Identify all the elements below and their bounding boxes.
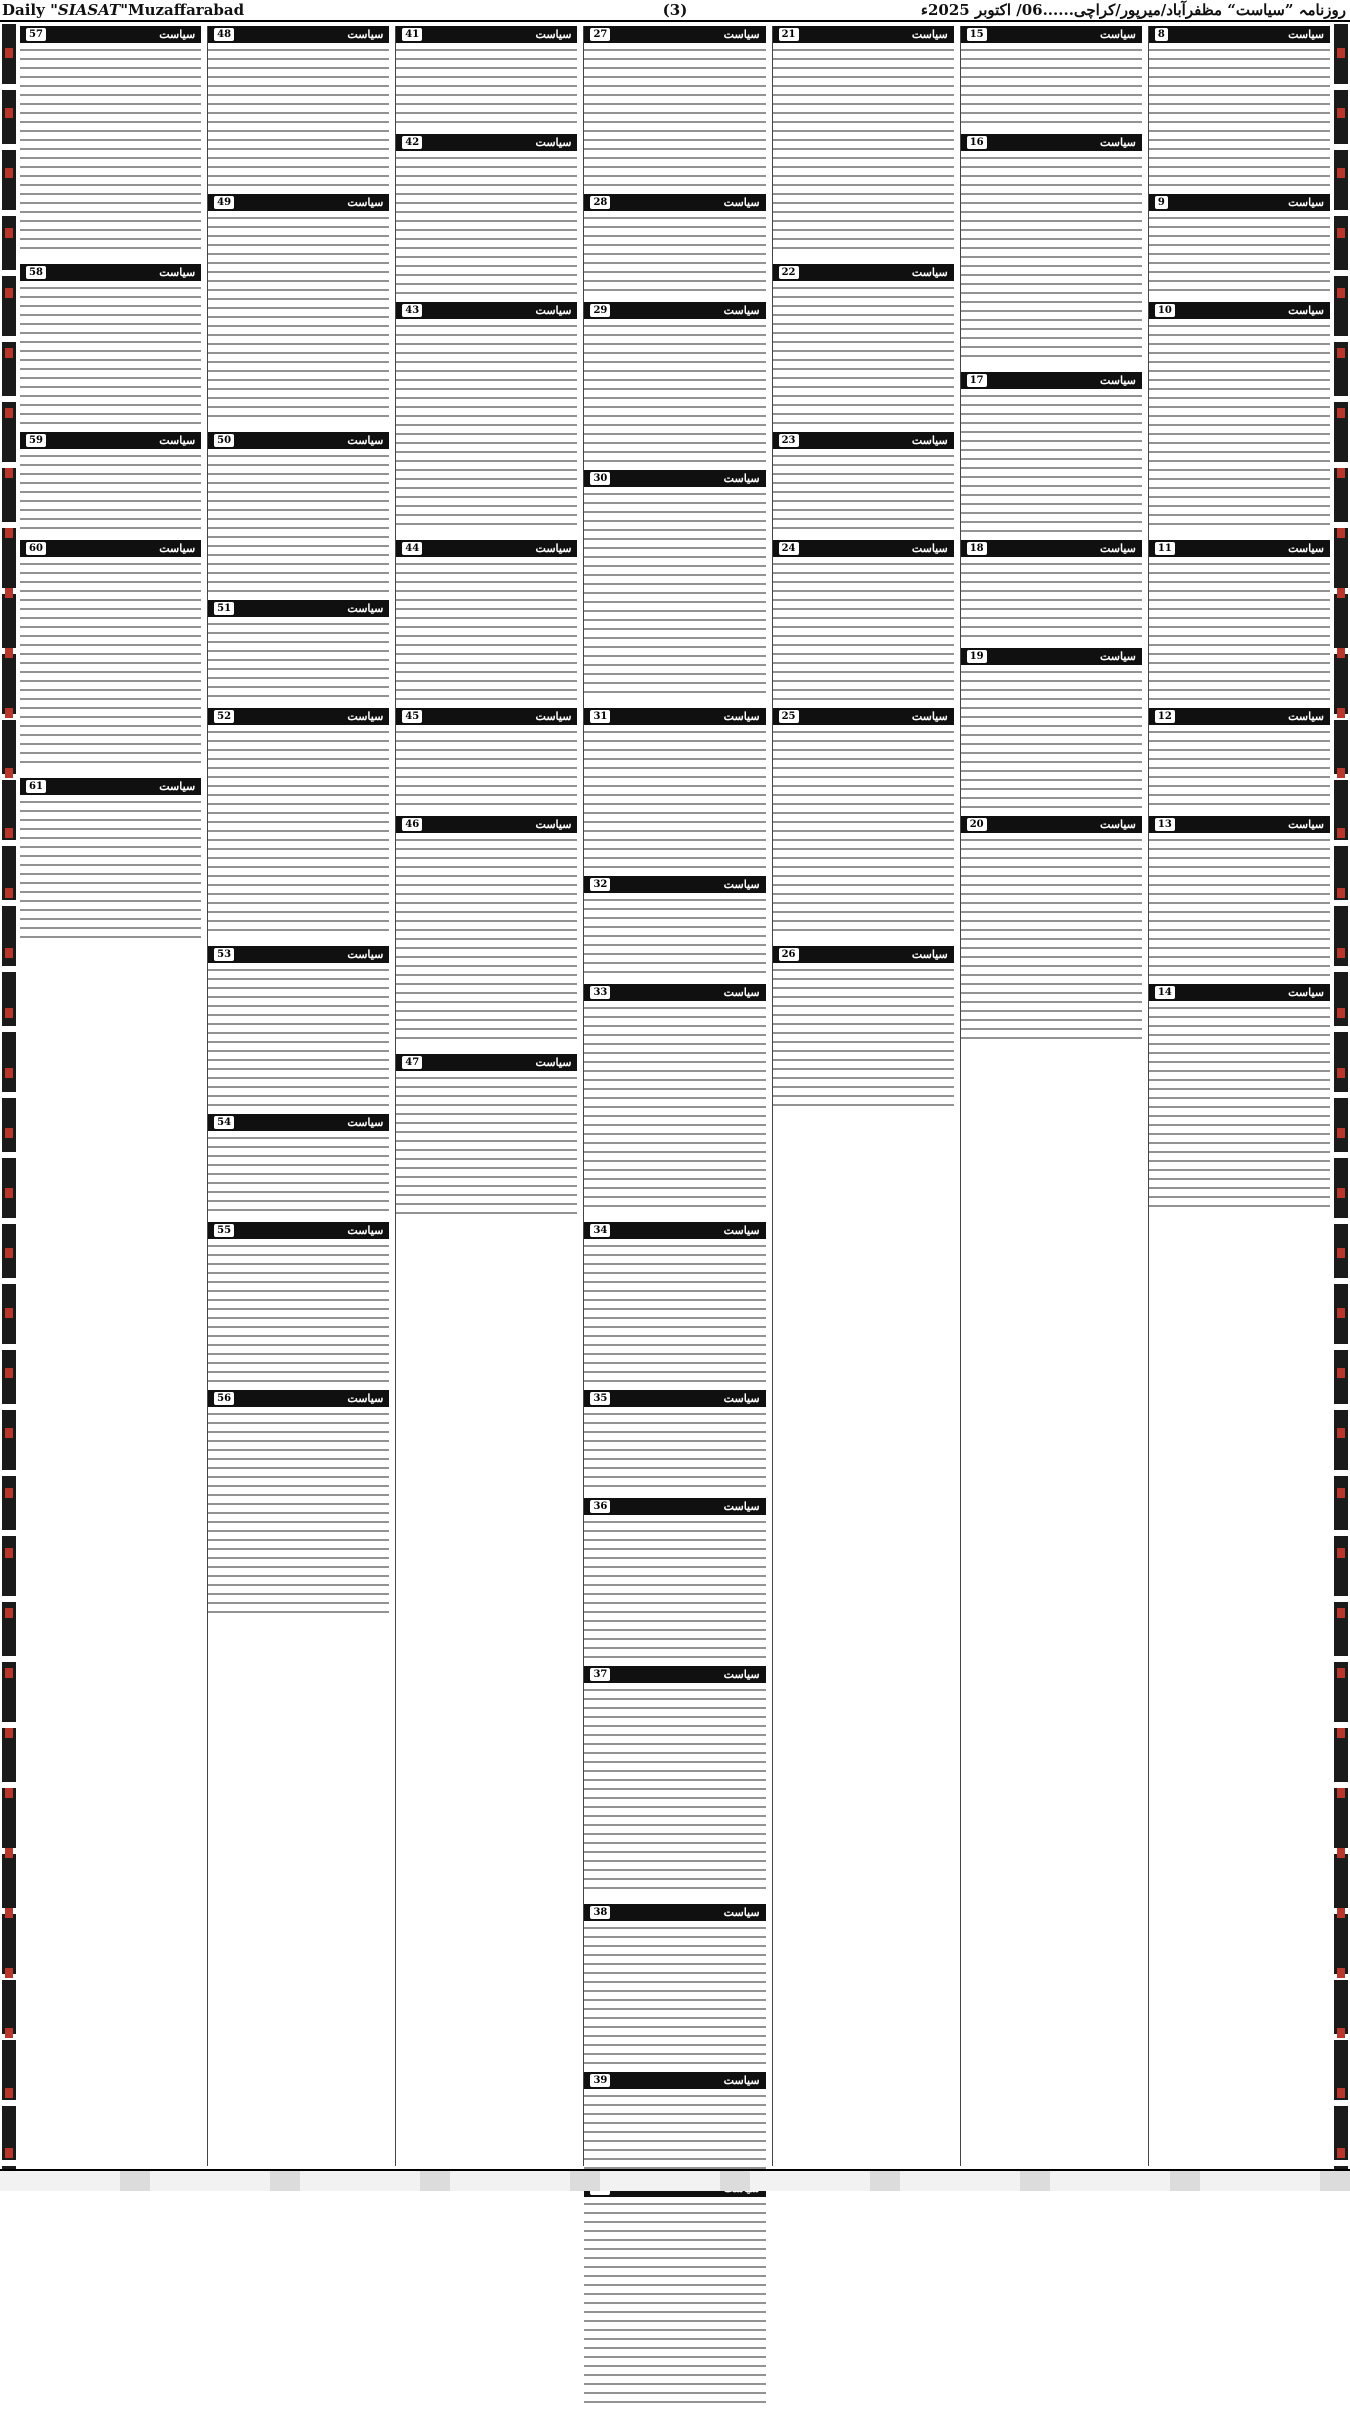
item-text-block [961, 560, 1142, 640]
news-column [772, 26, 954, 2166]
item-text-block [396, 46, 577, 126]
item-header-bar [773, 432, 954, 449]
item-header-bar [20, 778, 201, 795]
item-text-block [208, 46, 389, 186]
item-text-block [773, 284, 954, 424]
section-label: سیاست [723, 710, 760, 723]
news-item [961, 540, 1142, 640]
section-label: سیاست [535, 28, 572, 41]
news-item [208, 1390, 389, 1620]
news-item [396, 816, 577, 1046]
item-text-block [961, 46, 1142, 126]
item-header-bar [208, 26, 389, 43]
item-text-block [208, 214, 389, 424]
news-column [207, 26, 389, 2166]
item-text-block [961, 154, 1142, 364]
item-text-block [1149, 728, 1330, 808]
item-header-bar [1149, 984, 1330, 1001]
item-text-block [20, 46, 201, 256]
item-text-block [773, 966, 954, 1106]
item-number: 50 [214, 434, 234, 447]
item-header-bar [1149, 302, 1330, 319]
item-header-bar [584, 470, 765, 487]
item-text-block [584, 728, 765, 868]
section-label: سیاست [1288, 818, 1324, 831]
section-label: سیاست [1288, 304, 1324, 317]
section-label: سیاست [347, 1224, 384, 1237]
section-label: سیاست [347, 1392, 384, 1405]
item-number: 16 [967, 136, 987, 149]
news-column [20, 26, 201, 2166]
item-number: 54 [214, 1116, 234, 1129]
page-number: (3) [662, 1, 688, 19]
news-item [584, 470, 765, 700]
item-header-bar [584, 302, 765, 319]
item-number: 46 [402, 818, 422, 831]
news-item [773, 26, 954, 256]
section-label: سیاست [159, 28, 196, 41]
item-number: 18 [967, 542, 987, 555]
item-text-block [584, 322, 765, 462]
item-text-block [1149, 214, 1330, 294]
section-label: سیاست [535, 136, 572, 149]
section-label: سیاست [723, 196, 760, 209]
item-number: 27 [590, 28, 610, 41]
item-number: 53 [214, 948, 234, 961]
item-number: 47 [402, 1056, 422, 1069]
item-text-block [773, 560, 954, 700]
item-number: 28 [590, 196, 610, 209]
item-header-bar [584, 1498, 765, 1515]
item-text-block [584, 1924, 765, 2064]
item-header-bar [773, 264, 954, 281]
item-header-bar [584, 984, 765, 1001]
item-number: 13 [1155, 818, 1175, 831]
item-text-block [208, 966, 389, 1106]
item-header-bar [1149, 540, 1330, 557]
item-header-bar [584, 2072, 765, 2089]
section-label: سیاست [535, 304, 572, 317]
news-item [1149, 194, 1330, 294]
item-number: 34 [590, 1224, 610, 1237]
item-number: 60 [26, 542, 46, 555]
item-text-block [961, 668, 1142, 808]
section-label: سیاست [723, 28, 760, 41]
item-header-bar [396, 708, 577, 725]
item-header-bar [20, 26, 201, 43]
item-text-block [584, 1242, 765, 1382]
item-header-bar [208, 1390, 389, 1407]
section-label: سیاست [1099, 650, 1136, 663]
section-label: سیاست [347, 28, 384, 41]
section-label: سیاست [723, 1224, 760, 1237]
item-text-block [1149, 322, 1330, 532]
section-label: سیاست [1099, 136, 1136, 149]
section-label: سیاست [1099, 542, 1136, 555]
item-number: 41 [402, 28, 422, 41]
news-item [773, 432, 954, 532]
item-number: 42 [402, 136, 422, 149]
section-label: سیاست [723, 304, 760, 317]
news-item [396, 540, 577, 700]
news-item [1149, 540, 1330, 700]
news-item [1149, 708, 1330, 808]
masthead-brand: "SIASAT" [50, 1, 129, 19]
item-number: 56 [214, 1392, 234, 1405]
news-item [773, 264, 954, 424]
section-label: سیاست [723, 1500, 760, 1513]
news-item [20, 26, 201, 256]
item-header-bar [584, 1390, 765, 1407]
section-label: سیاست [159, 542, 196, 555]
item-header-bar [961, 648, 1142, 665]
section-label: سیاست [1099, 374, 1136, 387]
footer-strip [0, 2169, 1350, 2191]
item-number: 12 [1155, 710, 1175, 723]
section-label: سیاست [723, 2074, 760, 2087]
item-text-block [773, 452, 954, 532]
item-header-bar [20, 432, 201, 449]
item-text-block [396, 322, 577, 532]
news-item [396, 134, 577, 294]
masthead-left [2, 0, 244, 20]
item-text-block [584, 214, 765, 294]
news-item [584, 1222, 765, 1382]
news-item [396, 1054, 577, 1214]
item-text-block [20, 452, 201, 532]
item-number: 21 [779, 28, 799, 41]
news-item [961, 816, 1142, 1046]
section-label: سیاست [723, 986, 760, 999]
item-text-block [584, 1410, 765, 1490]
item-number: 59 [26, 434, 46, 447]
news-item [208, 1114, 389, 1214]
item-number: 22 [779, 266, 799, 279]
item-text-block [396, 1074, 577, 1214]
item-number: 57 [26, 28, 46, 41]
news-item [1149, 984, 1330, 1214]
item-header-bar [584, 26, 765, 43]
section-label: سیاست [911, 542, 948, 555]
news-column [960, 26, 1142, 2166]
item-text-block [1149, 560, 1330, 700]
item-header-bar [773, 540, 954, 557]
item-text-block [773, 728, 954, 938]
item-header-bar [773, 946, 954, 963]
item-header-bar [208, 708, 389, 725]
news-column [583, 26, 765, 2166]
section-label: سیاست [347, 434, 384, 447]
news-item [584, 1666, 765, 1896]
item-text-block [208, 1134, 389, 1214]
news-columns [20, 26, 1330, 2166]
masthead [0, 0, 1350, 22]
section-label: سیاست [535, 542, 572, 555]
item-number: 58 [26, 266, 46, 279]
item-number: 26 [779, 948, 799, 961]
item-number: 35 [590, 1392, 610, 1405]
section-label: سیاست [911, 434, 948, 447]
news-column [395, 26, 577, 2166]
item-number: 55 [214, 1224, 234, 1237]
item-header-bar [396, 816, 577, 833]
item-number: 52 [214, 710, 234, 723]
news-item [208, 1222, 389, 1382]
item-text-block [584, 46, 765, 186]
item-number: 61 [26, 780, 46, 793]
item-text-block [961, 836, 1142, 1046]
item-text-block [584, 490, 765, 700]
item-header-bar [1149, 816, 1330, 833]
section-label: سیاست [1099, 28, 1136, 41]
news-item [584, 26, 765, 186]
item-header-bar [208, 1222, 389, 1239]
section-label: سیاست [723, 472, 760, 485]
news-item [20, 778, 201, 938]
item-header-bar [961, 372, 1142, 389]
item-header-bar [584, 1222, 765, 1239]
section-label: سیاست [535, 710, 572, 723]
news-item [20, 540, 201, 770]
news-item [584, 2180, 765, 2410]
item-text-block [208, 620, 389, 700]
item-number: 25 [779, 710, 799, 723]
section-label: سیاست [159, 434, 196, 447]
item-number: 45 [402, 710, 422, 723]
item-text-block [20, 560, 201, 770]
item-number: 33 [590, 986, 610, 999]
item-text-block [584, 1686, 765, 1896]
news-item [584, 2072, 765, 2172]
section-label: سیاست [159, 266, 196, 279]
news-item [584, 1390, 765, 1490]
item-number: 36 [590, 1500, 610, 1513]
item-number: 29 [590, 304, 610, 317]
item-text-block [396, 728, 577, 808]
item-text-block [773, 46, 954, 256]
news-item [584, 708, 765, 868]
item-header-bar [1149, 26, 1330, 43]
news-item [773, 946, 954, 1106]
news-item [584, 876, 765, 976]
item-number: 9 [1155, 196, 1168, 209]
news-item [584, 302, 765, 462]
news-item [396, 302, 577, 532]
news-item [584, 984, 765, 1214]
item-header-bar [396, 26, 577, 43]
right-border-strip [1334, 24, 1348, 2170]
item-header-bar [773, 708, 954, 725]
section-label: سیاست [347, 1116, 384, 1129]
item-header-bar [584, 194, 765, 211]
news-item [1149, 26, 1330, 186]
item-header-bar [396, 134, 577, 151]
item-text-block [584, 2092, 765, 2172]
item-header-bar [396, 540, 577, 557]
item-number: 44 [402, 542, 422, 555]
item-number: 48 [214, 28, 234, 41]
item-header-bar [584, 1904, 765, 1921]
item-text-block [208, 1242, 389, 1382]
section-label: سیاست [911, 28, 948, 41]
item-number: 32 [590, 878, 610, 891]
item-number: 31 [590, 710, 610, 723]
news-item [208, 708, 389, 938]
news-item [208, 432, 389, 592]
item-header-bar [20, 540, 201, 557]
item-header-bar [961, 540, 1142, 557]
item-number: 20 [967, 818, 987, 831]
item-number: 37 [590, 1668, 610, 1681]
item-text-block [584, 1518, 765, 1658]
section-label: سیاست [911, 710, 948, 723]
masthead-city: Muzaffarabad [128, 1, 245, 19]
section-label: سیاست [723, 1668, 760, 1681]
news-item [208, 26, 389, 186]
item-number: 15 [967, 28, 987, 41]
item-text-block [208, 728, 389, 938]
news-column [1148, 26, 1330, 2166]
section-label: سیاست [347, 196, 384, 209]
section-label: سیاست [1288, 28, 1324, 41]
section-label: سیاست [535, 818, 572, 831]
left-border-strip [2, 24, 16, 2170]
item-text-block [584, 2200, 765, 2410]
news-item [208, 946, 389, 1106]
item-text-block [208, 452, 389, 592]
news-item [396, 708, 577, 808]
news-item [20, 264, 201, 424]
section-label: سیاست [723, 878, 760, 891]
item-number: 51 [214, 602, 234, 615]
item-header-bar [961, 816, 1142, 833]
item-text-block [208, 1410, 389, 1620]
section-label: سیاست [347, 602, 384, 615]
item-text-block [961, 392, 1142, 532]
news-item [20, 432, 201, 532]
item-number: 30 [590, 472, 610, 485]
item-number: 39 [590, 2074, 610, 2087]
item-text-block [20, 798, 201, 938]
item-number: 11 [1155, 542, 1175, 555]
item-text-block [1149, 836, 1330, 976]
news-item [1149, 816, 1330, 976]
item-header-bar [20, 264, 201, 281]
news-item [396, 26, 577, 126]
news-item [961, 648, 1142, 808]
item-header-bar [208, 600, 389, 617]
section-label: سیاست [911, 948, 948, 961]
item-number: 49 [214, 196, 234, 209]
section-label: سیاست [159, 780, 196, 793]
news-item [961, 26, 1142, 126]
item-text-block [20, 284, 201, 424]
item-header-bar [208, 432, 389, 449]
item-header-bar [1149, 708, 1330, 725]
section-label: سیاست [723, 1392, 760, 1405]
section-label: سیاست [347, 948, 384, 961]
item-header-bar [961, 134, 1142, 151]
item-header-bar [773, 26, 954, 43]
section-label: سیاست [1288, 542, 1324, 555]
news-item [208, 600, 389, 700]
item-number: 43 [402, 304, 422, 317]
news-item [773, 540, 954, 700]
item-text-block [584, 1004, 765, 1214]
news-item [584, 194, 765, 294]
item-text-block [396, 836, 577, 1046]
news-item [961, 372, 1142, 532]
news-item [1149, 302, 1330, 532]
news-item [961, 134, 1142, 364]
item-header-bar [584, 1666, 765, 1683]
item-header-bar [1149, 194, 1330, 211]
item-number: 24 [779, 542, 799, 555]
section-label: سیاست [347, 710, 384, 723]
item-text-block [396, 154, 577, 294]
masthead-dateline: روزنامہ ”سیاست“ مظفرآباد/میرپور/کراچی......06/ اکتوبر 2025ء [920, 1, 1346, 19]
news-item [773, 708, 954, 938]
item-number: 23 [779, 434, 799, 447]
item-number: 38 [590, 1906, 610, 1919]
item-header-bar [208, 1114, 389, 1131]
section-label: سیاست [911, 266, 948, 279]
item-header-bar [208, 946, 389, 963]
item-number: 8 [1155, 28, 1168, 41]
item-header-bar [584, 876, 765, 893]
news-item [584, 1498, 765, 1658]
news-item [584, 1904, 765, 2064]
item-number: 19 [967, 650, 987, 663]
item-number: 17 [967, 374, 987, 387]
item-text-block [1149, 46, 1330, 186]
section-label: سیاست [535, 1056, 572, 1069]
item-header-bar [396, 302, 577, 319]
section-label: سیاست [1099, 818, 1136, 831]
news-item [208, 194, 389, 424]
item-header-bar [584, 708, 765, 725]
section-label: سیاست [1288, 196, 1324, 209]
item-text-block [396, 560, 577, 700]
item-header-bar [208, 194, 389, 211]
item-text-block [1149, 1004, 1330, 1214]
item-header-bar [961, 26, 1142, 43]
item-number: 14 [1155, 986, 1175, 999]
masthead-prefix: Daily [2, 1, 45, 19]
item-header-bar [396, 1054, 577, 1071]
section-label: سیاست [1288, 986, 1324, 999]
item-number: 10 [1155, 304, 1175, 317]
section-label: سیاست [1288, 710, 1324, 723]
item-text-block [584, 896, 765, 976]
section-label: سیاست [723, 1906, 760, 1919]
